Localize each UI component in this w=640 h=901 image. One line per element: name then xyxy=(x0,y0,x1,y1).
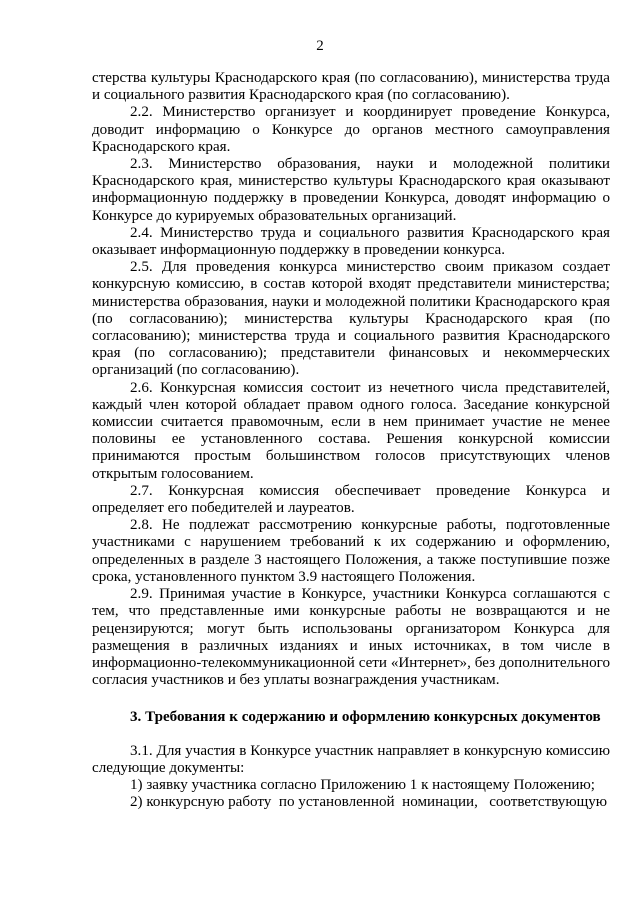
paragraph-2-8: 2.8. Не подлежат рассмотрению конкурсные работы, подготовленные участниками с нарушением требований к их содержанию и оформлению, определенных в разделе 3 настоящего Положения, а также поступившие позже срока, установленного пунктом 3.9 настоящего Положения. xyxy=(92,517,610,585)
paragraph-2-6: 2.6. Конкурсная комиссия состоит из нечетного числа представителей, каждый член которой обладает правом одного голоса. Заседание конкурсной комиссии считается правомочным, если в нем принимает участие не менее половины ее установленного состава. Решения конкурсной комиссии принимаются простым большинством голосов присутствующих членов открытым голосованием. xyxy=(92,379,610,482)
paragraph-2-9: 2.9. Принимая участие в Конкурсе, участники Конкурса соглашаются с тем, что представленные ими конкурсные работы не возвращаются и не рецензируются; могут быть использованы организатором Конкурса для размещения в различных изданиях и иных источниках, в том числе в информационно-телекоммуникационной сети «Интернет», без дополнительного согласия участников и без уплаты вознаграждения участникам. xyxy=(92,586,610,689)
paragraph-2-2: 2.2. Министерство организует и координирует проведение Конкурса, доводит информацию о Конкурсе до органов местного самоуправления Краснодарского края. xyxy=(92,104,610,155)
paragraph-continuation: стерства культуры Краснодарского края (по согласованию), министерства труда и социального развития Краснодарского края (по согласованию). xyxy=(92,70,610,104)
page-number: 2 xyxy=(316,38,324,54)
paragraph-2-5: 2.5. Для проведения конкурса министерство своим приказом создает конкурсную комиссию, в состав которой входят представители министерства; министерства образования, науки и молодежной политики Краснодарского края (по согласованию); министерства культуры Краснодарского края (по согласованию); министерства труда и социального развития Краснодарского края (по согласованию); представители финансовых и некоммерческих организаций (по согласованию). xyxy=(92,259,610,379)
paragraph-3-1: 3.1. Для участия в Конкурсе участник направляет в конкурсную комиссию следующие документы: xyxy=(92,742,610,776)
list-item-1: 1) заявку участника согласно Приложению 1 к настоящему Положению; xyxy=(130,776,595,793)
paragraph-2-7: 2.7. Конкурсная комиссия обеспечивает проведение Конкурса и определяет его победителей и лауреатов. xyxy=(92,482,610,517)
section-3-heading: 3. Требования к содержанию и оформлению конкурсных документов xyxy=(130,709,601,726)
paragraph-2-4: 2.4. Министерство труда и социального развития Краснодарского края оказывает информационную поддержку в проведении конкурса. xyxy=(92,224,610,259)
paragraph-2-3: 2.3. Министерство образования, науки и молодежной политики Краснодарского края, министерство культуры Краснодарского края оказывают информационную поддержку в проведении Конкурса, доводят информацию о Конкурсе до курируемых образовательных организаций. xyxy=(92,156,610,224)
document-body xyxy=(92,70,610,811)
list-item-2: 2) конкурсную работу по установленной номинации, соответствующую xyxy=(130,794,608,811)
